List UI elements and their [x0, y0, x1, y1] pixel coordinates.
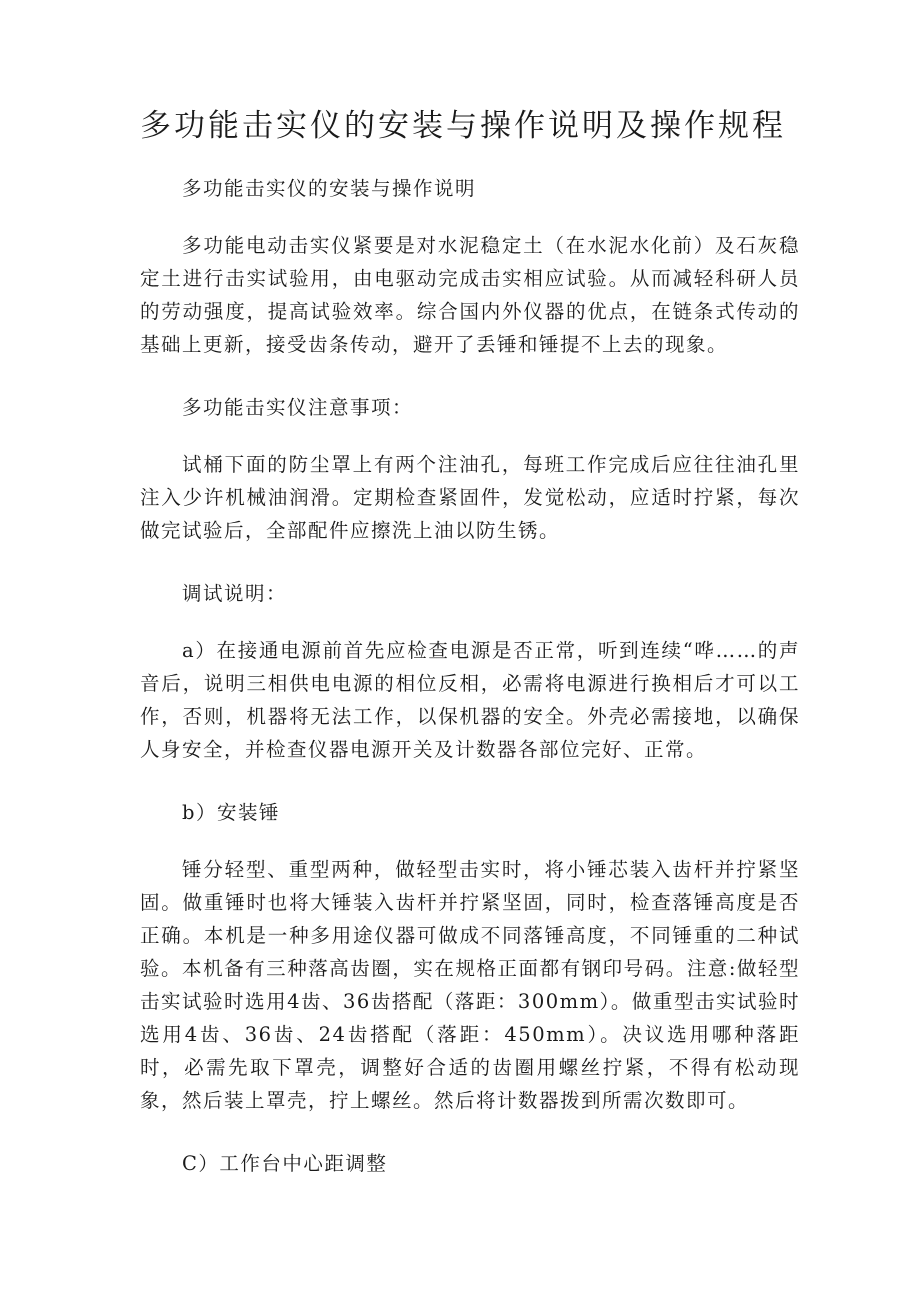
paragraph-notes: 试桶下面的防尘罩上有两个注油孔，每班工作完成后应往往油孔里注入少许机械油润滑。定期检查紧固件，发觉松动，应适时拧紧，每次做完试验后，全部配件应擦洗上油以防生锈。 [140, 453, 800, 542]
document-page [140, 100, 800, 1180]
section-heading-install: 多功能击实仪的安装与操作说明 [182, 177, 477, 200]
section-heading-table: C）工作台中心距调整 [182, 1152, 388, 1175]
paragraph-debug-a: a）在接通电源前首先应检查电源是否正常，听到连续“哗……的声音后，说明三相供电电源的相位反相，必需将电源进行换相后才可以工作，否则，机器将无法工作，以保机器的安全。外壳必需接地，以确保人身安全，并检查仪器电源开关及计数器各部位完好、正常。 [140, 639, 800, 761]
section-heading-hammer: b）安装锤 [182, 801, 280, 824]
section-heading-debug: 调试说明： [182, 582, 288, 605]
section-heading-notes: 多功能击实仪注意事项： [182, 396, 414, 419]
paragraph-hammer: 锤分轻型、重型两种，做轻型击实时，将小锤芯装入齿杆并拧紧坚固。做重锤时也将大锤装入齿杆并拧紧坚固，同时，检查落锤高度是否正确。本机是一种多用途仪器可做成不同落锤高度，不同锤重的二种试验。本机备有三种落高齿圈，实在规格正面都有钢印号码。注意:做轻型击实试验时选用4齿、36齿搭配（落距：300mm）。做重型击实试验时选用4齿、36齿、24齿搭配（落距：450mm）。决议选用哪种落距时，必需先取下罩壳，调整好合适的齿圈用螺丝拧紧，不得有松动现象，然后装上罩壳，拧上螺丝。然后将计数器拨到所需次数即可。 [140, 858, 800, 1112]
paragraph-intro: 多功能电动击实仪紧要是对水泥稳定土（在水泥水化前）及石灰稳定土进行击实试验用，由电驱动完成击实相应试验。从而减轻科研人员的劳动强度，提高试验效率。综合国内外仪器的优点，在链条式传动的基础上更新，接受齿条传动，避开了丢锤和锤提不上去的现象。 [140, 234, 800, 356]
document-title: 多功能击实仪的安装与操作说明及操作规程 [140, 108, 786, 144]
